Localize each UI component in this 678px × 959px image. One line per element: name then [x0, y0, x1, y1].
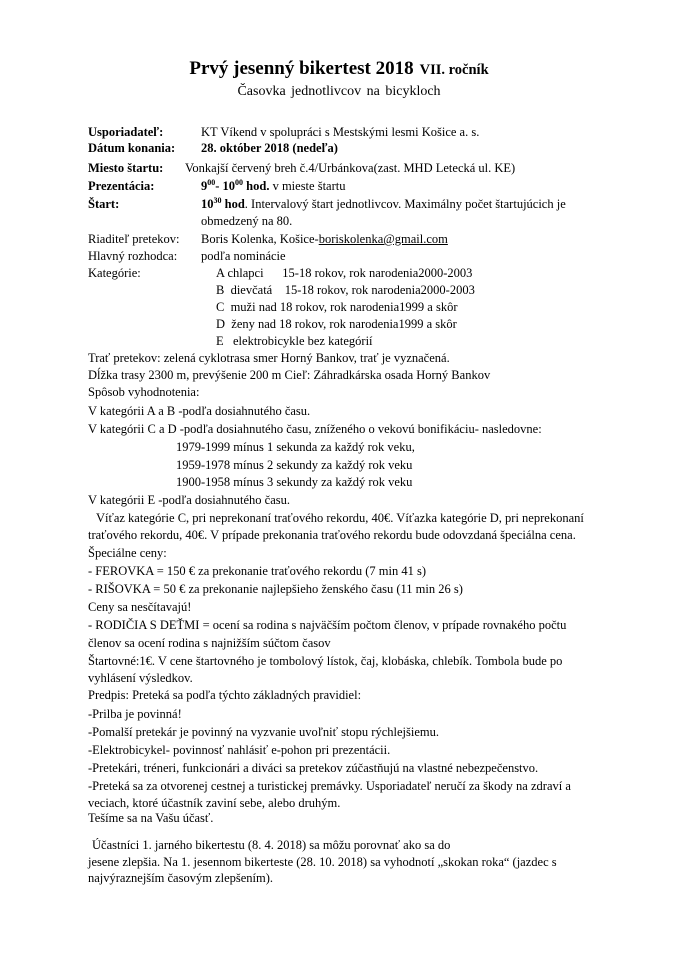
closing-note-cont: jesene zlepšia. Na 1. jesennom bikerteste (28. 10. 2018) sa vyhodnotí „skokan roka“ (jazdec s: [88, 855, 557, 869]
prize-family-cont: členov sa ocení rodina s najnižším súčtom časov: [88, 636, 331, 650]
presentation-hod: hod.: [243, 179, 270, 193]
category-item: B dievčatá 15-18 rokov, rok narodenia2000-2003: [216, 283, 475, 297]
start-place-label: Miesto štartu:: [88, 161, 164, 175]
rule-item: -Pretekári, tréneri, funkcionári a diváci sa pretekov zúčastňujú na vlastné nebezpečenstvo.: [88, 761, 539, 775]
presentation-time-from: 9: [201, 179, 208, 193]
presentation-rest: v mieste štartu: [269, 179, 346, 193]
title-edition: VII. ročník: [419, 62, 489, 78]
start-value: [201, 196, 566, 212]
presentation-time-sep: - 10: [215, 179, 236, 193]
director-email-link[interactable]: boriskolenka@gmail.com: [318, 232, 448, 246]
rule-item-cont: veciach, ktoré účastník zaviní sebe, alebo druhým.: [88, 796, 341, 810]
bonus-row: 1979-1999 mínus 1 sekunda za každý rok veku,: [176, 440, 415, 454]
page-subtitle: Časovka jednotlivcov na bicykloch: [237, 84, 441, 99]
presentation-time-from-sup: 00: [207, 178, 216, 187]
evaluation-ab: V kategórii A a B -podľa dosiahnutého času.: [88, 404, 311, 418]
category-item: C muži nad 18 rokov, rok narodenia1999 a skôr: [216, 300, 458, 314]
prize-ferovka: - FEROVKA = 150 € za prekonanie traťového rekordu (7 min 41 s): [88, 564, 427, 578]
fee-text: Štartovné:1€. V cene štartovného je tombolový lístok, čaj, klobáska, chlebík. Tombola bude po: [88, 654, 563, 668]
rule-item: -Pomalší pretekár je povinný na vyzvanie uvoľniť stopu rýchlejšiemu.: [88, 725, 439, 739]
referee-value: podľa nominácie: [201, 249, 286, 263]
rule-item: -Elektrobicykel- povinnosť nahlásiť e-pohon pri prezentácii.: [88, 743, 391, 757]
page-title: [0, 58, 678, 80]
bonus-row: 1900-1958 mínus 3 sekundy za každý rok veku: [176, 475, 413, 489]
rule-item: -Preteká sa za otvorenej cestnej a turistickej premávky. Usporiadateľ neručí za škody na zdraví a: [88, 779, 571, 793]
closing-note-end: najvýraznejším časovým zlepšením).: [88, 871, 274, 885]
bonus-row: 1959-1978 mínus 2 sekundy za každý rok veku: [176, 458, 413, 472]
categories-label: Kategórie:: [88, 266, 141, 280]
evaluation-e: V kategórii E -podľa dosiahnutého času.: [88, 493, 291, 507]
category-item: E elektrobicykle bez kategórií: [216, 334, 373, 348]
organizer-value: KT Víkend v spolupráci s Mestskými lesmi Košice a. s.: [201, 125, 480, 139]
prizes-note: Ceny sa nesčítavajú!: [88, 600, 192, 614]
category-item: A chlapci 15-18 rokov, rok narodenia2000-2003: [216, 266, 473, 280]
date-value: 28. október 2018 (nedeľa): [201, 141, 338, 155]
prize-risovka: - RIŠOVKA = 50 € za prekonanie najlepšieho ženského času (11 min 26 s): [88, 582, 463, 596]
referee-label: Hlavný rozhodca:: [88, 249, 178, 263]
winner-text-cont: traťového rekordu, 40€. V prípade prekonania traťového rekordu bude odovzdaná špeciálna cena.: [88, 528, 576, 542]
special-prizes-heading: Špeciálne ceny:: [88, 546, 167, 560]
start-time-sup: 30: [213, 196, 222, 205]
closing-note: Účastníci 1. jarného bikertestu (8. 4. 2018) sa môžu porovnať ako sa do: [92, 838, 451, 852]
rule-item: -Prilba je povinná!: [88, 707, 182, 721]
start-hod: hod: [221, 197, 245, 211]
track-text: Trať pretekov: zelená cyklotrasa smer Horný Bankov, trať je vyznačená.: [88, 351, 450, 365]
winner-text: Víťaz kategórie C, pri neprekonaní traťového rekordu, 40€. Víťazka kategórie D, pri neprekonaní: [96, 511, 584, 525]
director-value: [201, 231, 448, 247]
length-text: Dĺžka trasy 2300 m, prevýšenie 200 m Cieľ: Záhradkárska osada Horný Bankov: [88, 368, 491, 382]
start-label: Štart:: [88, 197, 120, 211]
director-name: Boris Kolenka, Košice-: [201, 232, 319, 246]
category-item: D ženy nad 18 rokov, rok narodenia1999 a skôr: [216, 317, 457, 331]
evaluation-heading: Spôsob vyhodnotenia:: [88, 385, 200, 399]
start-value-cont: obmedzený na 80.: [201, 214, 293, 228]
presentation-label: Prezentácia:: [88, 179, 155, 193]
evaluation-cd: V kategórii C a D -podľa dosiahnutého času, zníženého o vekovú bonifikáciu- nasledovne:: [88, 422, 542, 436]
presentation-time-to-sup: 00: [235, 178, 244, 187]
fee-text-cont: vyhlásení výsledkov.: [88, 671, 193, 685]
date-label: Dátum konania:: [88, 141, 176, 155]
prize-family: - RODIČIA S DEŤMI = ocení sa rodina s najväčším počtom členov, v prípade rovnakého počtu: [88, 618, 567, 632]
title-main: Prvý jesenný bikertest 2018: [189, 58, 414, 79]
rules-heading: Predpis: Preteká sa podľa týchto základných pravidiel:: [88, 688, 362, 702]
welcome-text: Tešíme sa na Vašu účasť.: [88, 811, 214, 825]
organizer-label: Usporiadateľ:: [88, 125, 164, 139]
presentation-value: [201, 178, 345, 194]
start-rest: . Intervalový štart jednotlivcov. Maximálny počet štartujúcich je: [244, 197, 566, 211]
start-place-value: Vonkajší červený breh č.4/Urbánkova(zast. MHD Letecká ul. KE): [185, 161, 516, 175]
start-time: 10: [201, 197, 214, 211]
director-label: Riaditeľ pretekov:: [88, 232, 180, 246]
